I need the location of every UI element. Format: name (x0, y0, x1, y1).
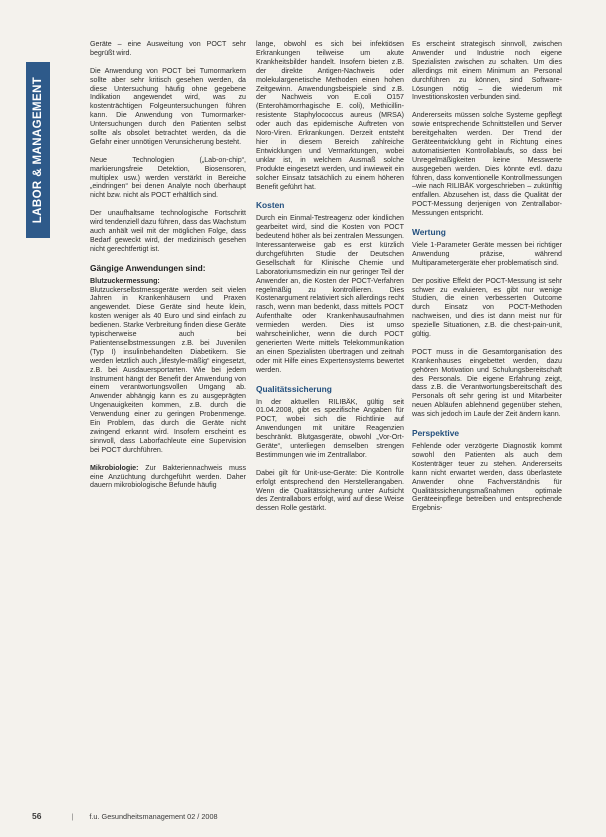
page-number: 56 (32, 811, 42, 821)
paragraph: Fehlende oder verzögerte Diagnostik kommt sowohl den Patienten als auch dem Kostenträger teuer zu stehen. Andererseits kann nicht erwartet werden, dass überlastete Anwender ohne Fachverständnis für Qualitätssicherungsmaßnahmen optimale Geräteeinpflege betreiben und entsprechende Ergebnis- (412, 441, 562, 513)
paragraph: Der positive Effekt der POCT-Messung ist sehr schwer zu evaluieren, es gibt nur wenige Studien, die einen verbesserten Outcome durch Einsatz von POCT-Methoden nachweisen, und dies ist dann meist nur für spezielle Situationen, z.B. die chest-pain-unit, gültig. (412, 276, 562, 339)
paragraph: Neue Technologien („Lab-on-chip“, markierungsfreie Detektion, Biosensoren, multiplex usw.) werden verstärkt in Bereiche „eindringen“ bei denen Analyte noch überhaupt nicht bzw. nicht als POCT erhältlich sind. (90, 155, 246, 200)
paragraph: lange, obwohl es sich bei infektiösen Erkrankungen teilweise um akute Krankheitsbilder handelt. Insofern bieten z.B. der direkte Antigen-Nachweis oder molekulargenetische Methoden einen hohen Zeitgewinn. Anwendungsbeispiele sind z.B. der Nachweis von E.coli O157 (Enterohämorrhagische E. coli), Methicillin-resistente Staphylococcus aureus (MRSA) oder auch das epidemische Auftreten von Noro-Viren. Erkrankungen. Derzeit entsteht hier in diesem Bereich zahlreiche Entwicklungen und Vermarktungen, wobei unklar ist, in welchem Ausmaß solche Produkte eingesetzt werden, und inwieweit ein solcher Einsatz tatsächlich zu einem höheren Benefit geführt hat. (256, 40, 404, 191)
section-heading: Wertung (412, 227, 446, 237)
paragraph: Geräte – eine Ausweitung von POCT sehr begrüßt wird. (90, 40, 246, 57)
text-column-1 (90, 40, 246, 490)
section-heading: Perspektive (412, 427, 460, 438)
term-label: Mikrobiologie: (90, 463, 139, 472)
paragraph: POCT muss in die Gesamtorganisation des Krankenhauses eingebettet werden, dazu gehören Motivation und Schulungsbereitschaft des Personals. Die eigene Erfahrung zeigt, dass z.B. die Verantwortungsbereitschaft des Personals oft sehr gering ist und Mitarbeiter neuen Abläufen ablehnend gegenüber stehen, was sich jedoch im Laufe der Zeit ändern kann. (412, 347, 562, 419)
footer-separator: | (71, 811, 74, 821)
term-label: Blutzuckermessung: (90, 276, 160, 285)
paragraph: Es erscheint strategisch sinnvoll, zwischen Anwender und Industrie noch eigene Spezialisten zwischen zu schalten. Um dies allerdings mit einem Minimum an Personal durchführen zu können, sind Software-Lösungen nötig – die wiederum mit Investitionskosten verbunden sind. (412, 40, 562, 102)
text-column-2 (256, 40, 404, 513)
text-column-3 (412, 40, 562, 513)
section-heading: Kosten (256, 200, 285, 211)
paragraph-text: Blutzuckerselbstmessgeräte werden seit vielen Jahren in Krankenhäusern und Praxen angewendet. Diese Geräte sind heute klein, kosten weniger als 40 Euro und sind einfach zu bedienen. Starke Verbreitung finden diese Geräte typischerweise auch bei Patientenselbstmessungen z.B. bei Juvenilen (Typ I) insulinbehandelten Diabetikern. Sie werden letztlich auch „lifestyle-mäßig“ eingesetzt, z.B. bei Ausdauersportarten. Wie bei jedem Instrument hängt der Benefit der Anwendung von einem verantwortungsvollen Umgang ab. Anwender abhängig kann es zu ausgeprägten Ungenauigkeiten kommen, z.B. durch die Verwendung einer zu geringen Probenmenge. Ein Problem, das durch die Geräte nicht zwingend erkannt wird. Insofern erscheint es sinnvoll, dass Laborfachleute eine Supervision bei POCT durchführen. (90, 285, 246, 454)
section-sidebar-tab (26, 62, 50, 238)
section-heading: Qualitätssicherung (256, 383, 332, 394)
paragraph: In der aktuellen RILIBÄK, gültig seit 01.04.2008, gibt es spezifische Angaben für POCT, wobei sich die Richtlinie auf Anwendungen mit unitäre Reagenzien beschränkt. Blutgasgeräte, obwohl „Vor-Ort-Geräte“, unterliegen demselben strengen Bestimmungen wie im Zentrallabor. (256, 397, 404, 459)
paragraph: Durch ein Einmal-Testreagenz oder kindlichen gearbeitet wird, sind die Kosten von POCT bedeutend höher als bei zentralen Messungen. Interessanterweise gab es erst kürzlich durchgeführten Studie der Deutschen Gesellschaft für Klinische Chemie und Laboratoriumsmedizin ein nur geringer Teil der Anwender an, die Kosten der POCT-Verfahren regelmäßig zu kontrollieren. Dies Kostenargument relativiert sich allerdings recht rasch, wenn man bedenkt, dass mittels POCT Aufenthalte oder Krankenhausaufnahmen vermieden werden. Dies ist umso wahrscheinlicher, wenn die durch POCT generierten Werte mittels Telekommunikation an einen Spezialisten übertragen und zeitnah oder mit Hilfe eines Expertensystems bewertet werden. (256, 214, 404, 374)
section-label: LABOR & MANAGEMENT (32, 76, 45, 224)
paragraph: Viele 1-Parameter Geräte messen bei richtiger Anwendung präzise, während Multiparametergeräte eher problematisch sind. (412, 241, 562, 267)
paragraph: Andererseits müssen solche Systeme gepflegt sowie entsprechende Schnittstellen und Server bereitgehalten werden. Der Trend der Geräteentwicklung geht in Richtung eines automatisierten Kontrollablaufs, so dass bei Unregelmäßigkeiten keine Messwerte ausgegeben werden. Dies könnte evtl. dazu führen, dass konventionelle Kontrollmessungen –wie nach RILIBÄK vorgeschrieben – zukünftig entfallen. Abzusehen ist, dass die Qualität der POCT-Messung derjenigen von Zentrallabor-Messungen entspricht. (412, 111, 562, 218)
paragraph (90, 277, 246, 455)
paragraph (90, 464, 246, 491)
paragraph: Die Anwendung von POCT bei Tumormarkern sollte aber sehr kritisch gesehen werden, da diese Untersuchung häufig ohne gegebene Indikation angewendet wird, was zu kostenträchtigen Folgeuntersuchungen führen kann. Die Anwendung von Tumormarker-Untersuchungen durch den Patienten selbst sollte als obsolet betrachtet werden, da die Gefahr einer unnötigen Verunsicherung besteht. (90, 66, 246, 146)
paragraph-text: Zur Bakteriennachweis muss eine Anzüchtung durchgeführt werden. Daher dauern mikrobiologische Befunde häufig (90, 463, 246, 490)
publication-source: f.u. Gesundheitsmanagement 02 / 2008 (89, 811, 218, 821)
paragraph: Dabei gilt für Unit-use-Geräte: Die Kontrolle erfolgt entsprechend den Herstellerangaben. Wenn die Qualitätssicherung unter Aufsicht des Zentrallabors erfolgt, wird auf diese Weise dessen Rolle gestärkt. (256, 468, 404, 513)
paragraph: Der unaufhaltsame technologische Fortschritt wird tendenziell dazu führen, dass das Wachstum auch anhält weil mit der möglichen Folge, dass Bedarf geweckt wird, der medizinisch gesehen nicht gerechtfertigt ist. (90, 209, 246, 253)
page-footer (32, 811, 218, 821)
section-heading: Gängige Anwendungen sind: (90, 262, 206, 273)
